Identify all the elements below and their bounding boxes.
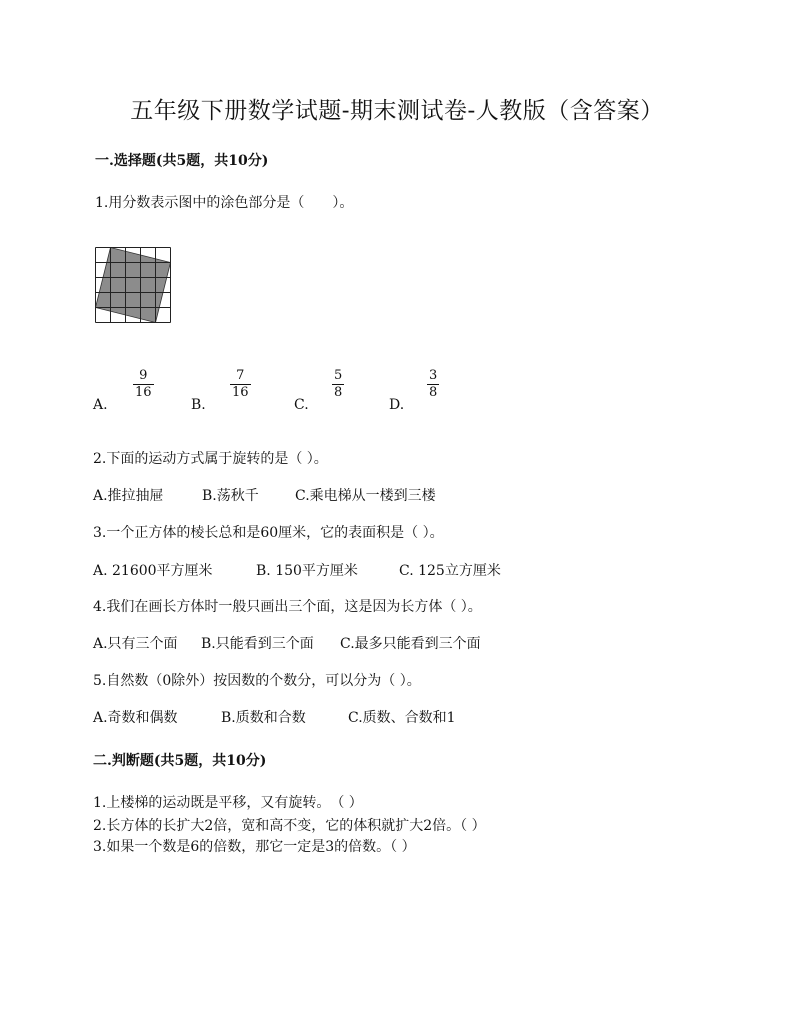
grid-svg [95,247,171,323]
q1-option-c-denominator: 8 [334,385,343,400]
q1-option-b-letter: B. [191,397,206,413]
question-2-text: 2.下面的运动方式属于旋转的是（ ）。 [93,451,328,467]
q1-option-d-numerator: 3 [429,368,438,383]
q4-option-c: C.最多只能看到三个面 [340,636,481,652]
q1-option-a-fraction [133,369,154,400]
section-heading-choice: 一.选择题(共5题，共10分) [95,153,269,169]
q4-option-a: A.只有三个面 [93,636,178,652]
q1-option-a-denominator: 16 [135,385,152,400]
q1-option-d-denominator: 8 [429,385,438,400]
q3-option-b: B. 150平方厘米 [256,563,358,579]
q1-option-a-numerator: 9 [139,368,148,383]
question-4-text: 4.我们在画长方体时一般只画出三个面，这是因为长方体（ ）。 [93,599,482,615]
q1-option-c-numerator: 5 [334,368,343,383]
shaded-square [96,248,171,323]
q1-option-b-denominator: 16 [232,385,249,400]
question-1-grid-figure [95,247,171,323]
question-5-text: 5.自然数（0除外）按因数的个数分，可以分为（ ）。 [93,673,421,689]
true-false-item-1: 1.上楼梯的运动既是平移，又有旋转。 （ ） [93,795,363,811]
q1-option-b-numerator: 7 [236,368,245,383]
q3-option-a: A. 21600平方厘米 [93,563,213,579]
q2-option-a: A.推拉抽屉 [93,488,164,504]
q3-option-c: C. 125立方厘米 [399,563,501,579]
question-3-text: 3.一个正方体的棱长总和是60厘米，它的表面积是（ ）。 [93,525,444,541]
q1-option-c-fraction [332,369,344,400]
q1-option-c-letter: C. [294,397,309,413]
q1-option-a-letter: A. [93,397,108,413]
q1-option-d-letter: D. [389,397,405,413]
q2-option-c: C.乘电梯从一楼到三楼 [295,488,436,504]
q2-option-b: B.荡秋千 [202,488,259,504]
q5-option-a: A.奇数和偶数 [93,710,178,726]
question-1-text: 1.用分数表示图中的涂色部分是（ ）。 [95,195,354,211]
q5-option-c: C.质数、合数和1 [348,710,456,726]
q1-option-d-fraction [427,369,439,400]
q5-option-b: B.质数和合数 [221,710,306,726]
page-title: 五年级下册数学试题-期末测试卷-人教版（含答案） [130,98,664,124]
q4-option-b: B.只能看到三个面 [201,636,314,652]
q1-option-b-fraction [230,369,251,400]
section-heading-true-false: 二.判断题(共5题，共10分) [93,753,267,769]
true-false-item-3: 3.如果一个数是6的倍数，那它一定是3的倍数。（ ） [93,839,416,855]
true-false-item-2: 2.长方体的长扩大2倍，宽和高不变，它的体积就扩大2倍。（ ） [93,818,486,834]
